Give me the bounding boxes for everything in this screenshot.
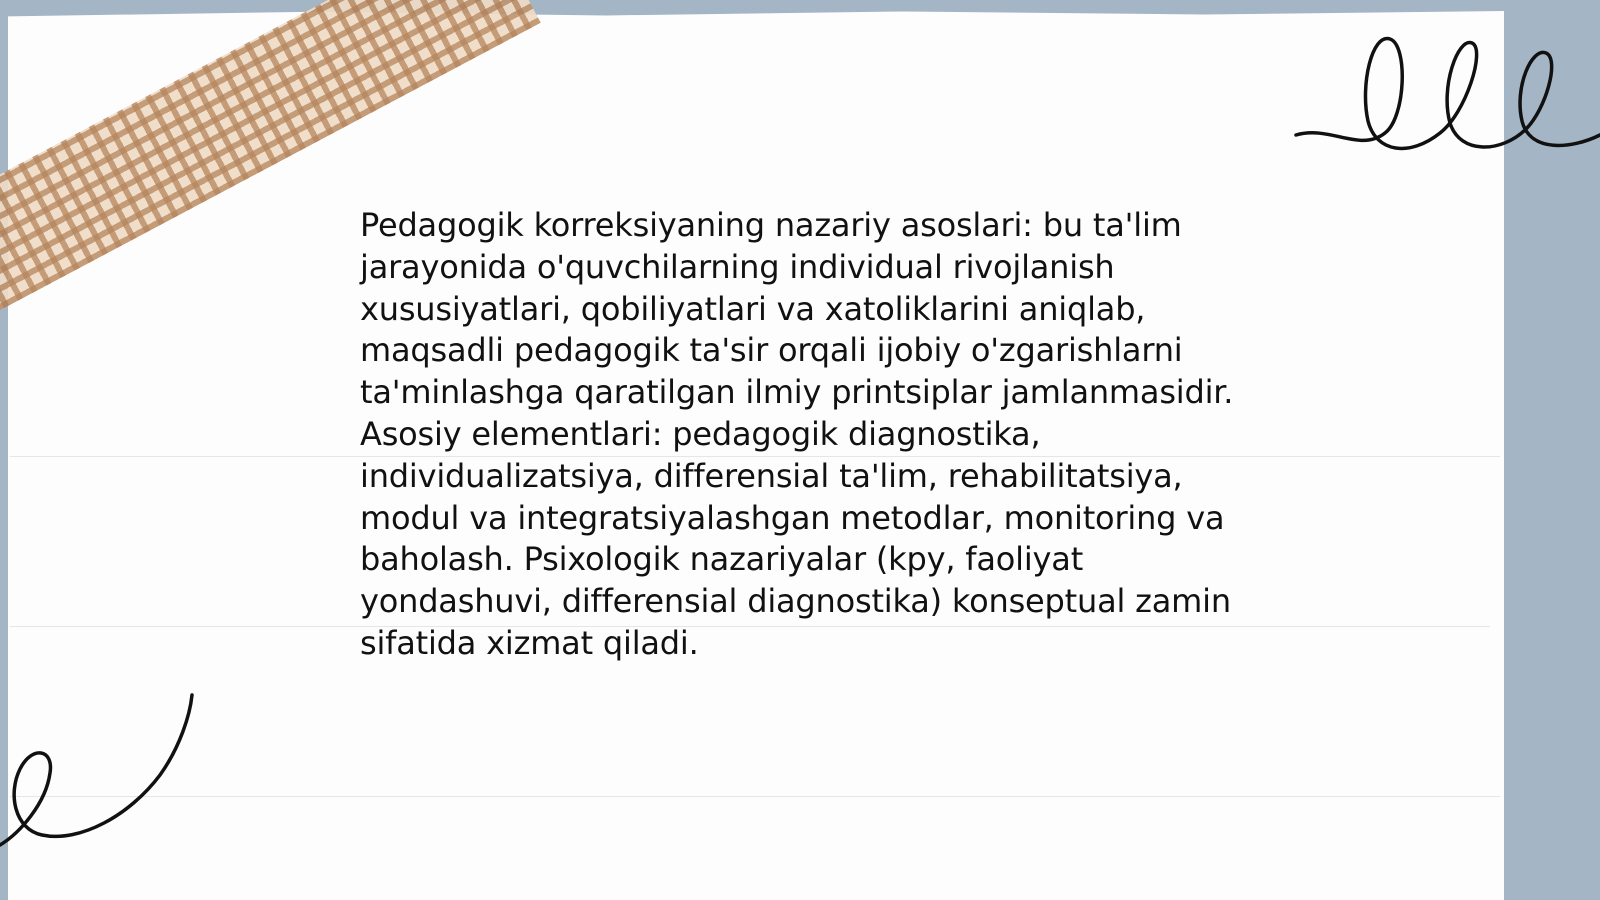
swirl-doodle-icon — [0, 695, 210, 855]
paper-rule-line — [10, 796, 1500, 797]
swirl-doodle-icon — [1290, 25, 1600, 175]
slide-body-text: Pedagogik korreksiyaning nazariy asoslari: bu ta'lim jarayonida o'quvchilarning individual rivojlanish xususiyatlari, qobiliyatlari va xatoliklarini aniqlab, maqsadli pedagogik ta'sir orqali ijobiy o'zgarishlarni ta'minlashga qaratilgan ilmiy printsiplar jamlanmasidir. Asosiy elementlari: pedagogik diagnostika, individualizatsiya, differensial ta'lim, rehabilitatsiya, modul va integratsiyalashgan metodlar, monitoring va baholash. Psixologik nazariyalar (kpy, faoliyat yondashuvi, differensial diagnostika) konseptual zamin sifatida xizmat qiladi. — [360, 206, 1234, 662]
